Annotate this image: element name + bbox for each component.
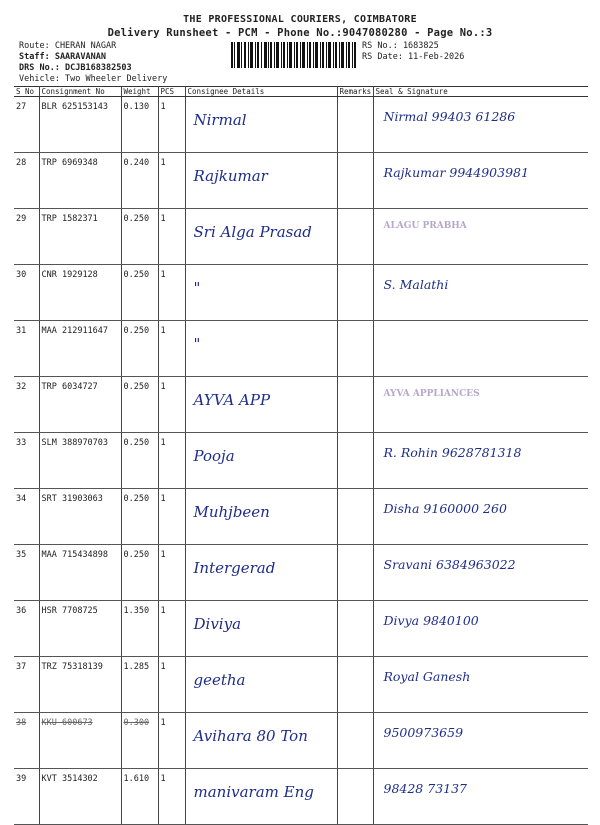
cell-remarks [337,153,373,209]
cell-sno: 28 [14,153,39,209]
cell-pcs: 1 [158,433,185,489]
runsheet-subtitle: Delivery Runsheet - PCM - Phone No.:9047080280 - Page No.:3 [107,27,493,39]
rs-date: RS Date: 11-Feb-2026 [362,52,465,62]
cell-signature: Rajkumar 9944903981 [373,153,588,209]
cell-signature: Nirmal 99403 61286 [373,97,588,153]
cell-weight: 0.250 [121,377,158,433]
cell-sno: 31 [14,321,39,377]
cell-consignment: CNR 1929128 [39,265,121,321]
cell-consignee: AYVA APP [185,377,337,433]
drs-line: DRS No.: DCJB168382503 [19,63,132,73]
col-sno: S No [14,87,39,97]
cell-sno: 35 [14,545,39,601]
cell-consignment: TRP 6969348 [39,153,121,209]
col-weight: Weight [121,87,158,97]
cell-pcs: 1 [158,321,185,377]
cell-consignee: Pooja [185,433,337,489]
table-row [14,321,588,377]
route-info [19,41,167,85]
table-row [14,545,588,601]
cell-remarks [337,377,373,433]
cell-weight: 1.350 [121,601,158,657]
route-line: Route: CHERAN NAGAR [19,41,117,51]
cell-remarks [337,601,373,657]
table-row [14,433,588,489]
cell-remarks [337,321,373,377]
table-row [14,153,588,209]
cell-weight: 0.250 [121,545,158,601]
cell-consignment: TRP 6034727 [39,377,121,433]
cell-consignee: " [185,321,337,377]
cell-signature: R. Rohin 9628781318 [373,433,588,489]
col-consignment: Consignment No [39,87,121,97]
table-row [14,601,588,657]
cell-consignee: geetha [185,657,337,713]
cell-consignment: HSR 7708725 [39,601,121,657]
cell-pcs: 1 [158,545,185,601]
cell-consignment: KVT 3514302 [39,769,121,825]
cell-sno: 39 [14,769,39,825]
cell-weight: 1.285 [121,657,158,713]
col-consignee: Consignee Details [185,87,337,97]
company-title: THE PROFESSIONAL COURIERS, COIMBATORE [183,14,417,25]
staff-line: Staff: SAARAVANAN [19,52,106,62]
cell-consignee: Rajkumar [185,153,337,209]
table-header [14,87,588,97]
col-pcs: PCS [158,87,185,97]
cell-sno: 27 [14,97,39,153]
cell-weight: 0.250 [121,265,158,321]
cell-consignment: SRT 31903063 [39,489,121,545]
cell-consignment: BLR 625153143 [39,97,121,153]
cell-weight: 0.250 [121,321,158,377]
cell-pcs: 1 [158,153,185,209]
cell-pcs: 1 [158,209,185,265]
cell-sno: 38 [14,713,39,769]
cell-remarks [337,713,373,769]
cell-signature: AYVA APPLIANCES [373,377,588,433]
cell-consignee: Avihara 80 Ton [185,713,337,769]
cell-pcs: 1 [158,97,185,153]
cell-pcs: 1 [158,657,185,713]
cell-sno: 36 [14,601,39,657]
rs-number: RS No.: 1683825 [362,41,439,51]
cell-weight: 0.250 [121,489,158,545]
table-row [14,657,588,713]
cell-signature: 9500973659 [373,713,588,769]
cell-sno: 33 [14,433,39,489]
table-row [14,713,588,769]
cell-signature: ALAGU PRABHA [373,209,588,265]
cell-remarks [337,97,373,153]
cell-pcs: 1 [158,377,185,433]
cell-weight: 1.610 [121,769,158,825]
cell-sno: 37 [14,657,39,713]
vehicle-line: Vehicle: Two Wheeler Delivery [19,74,168,84]
cell-pcs: 1 [158,769,185,825]
table-row [14,265,588,321]
cell-consignee: Sri Alga Prasad [185,209,337,265]
table-row [14,377,588,433]
cell-sno: 29 [14,209,39,265]
cell-remarks [337,209,373,265]
rs-info [362,41,464,63]
cell-weight: 0.250 [121,433,158,489]
cell-remarks [337,769,373,825]
cell-signature: 98428 73137 [373,769,588,825]
cell-remarks [337,265,373,321]
runsheet-table [14,86,588,825]
cell-sno: 32 [14,377,39,433]
cell-signature: Divya 9840100 [373,601,588,657]
cell-weight: 0.250 [121,209,158,265]
cell-remarks [337,545,373,601]
cell-pcs: 1 [158,601,185,657]
cell-pcs: 1 [158,489,185,545]
cell-consignment: TRP 1582371 [39,209,121,265]
cell-consignee: Intergerad [185,545,337,601]
cell-consignment: MAA 212911647 [39,321,121,377]
cell-consignee: Muhjbeen [185,489,337,545]
cell-consignment: TRZ 75318139 [39,657,121,713]
cell-signature: Sravani 6384963022 [373,545,588,601]
table-row [14,489,588,545]
cell-weight: 0.240 [121,153,158,209]
cell-consignee: Nirmal [185,97,337,153]
cell-signature: Royal Ganesh [373,657,588,713]
col-signature: Seal & Signature [373,87,588,97]
cell-remarks [337,657,373,713]
cell-remarks [337,489,373,545]
col-remarks: Remarks [337,87,373,97]
barcode [231,42,356,68]
cell-consignment: MAA 715434898 [39,545,121,601]
cell-consignment: KKU 600673 [39,713,121,769]
table-row [14,97,588,153]
cell-consignment: SLM 388970703 [39,433,121,489]
cell-weight: 0.130 [121,97,158,153]
cell-remarks [337,433,373,489]
table-row [14,769,588,825]
cell-signature [373,321,588,377]
cell-sno: 30 [14,265,39,321]
cell-pcs: 1 [158,265,185,321]
cell-weight: 0.300 [121,713,158,769]
cell-sno: 34 [14,489,39,545]
cell-consignee: " [185,265,337,321]
cell-pcs: 1 [158,713,185,769]
cell-signature: Disha 9160000 260 [373,489,588,545]
table-row [14,209,588,265]
cell-signature: S. Malathi [373,265,588,321]
cell-consignee: Diviya [185,601,337,657]
cell-consignee: manivaram Eng [185,769,337,825]
